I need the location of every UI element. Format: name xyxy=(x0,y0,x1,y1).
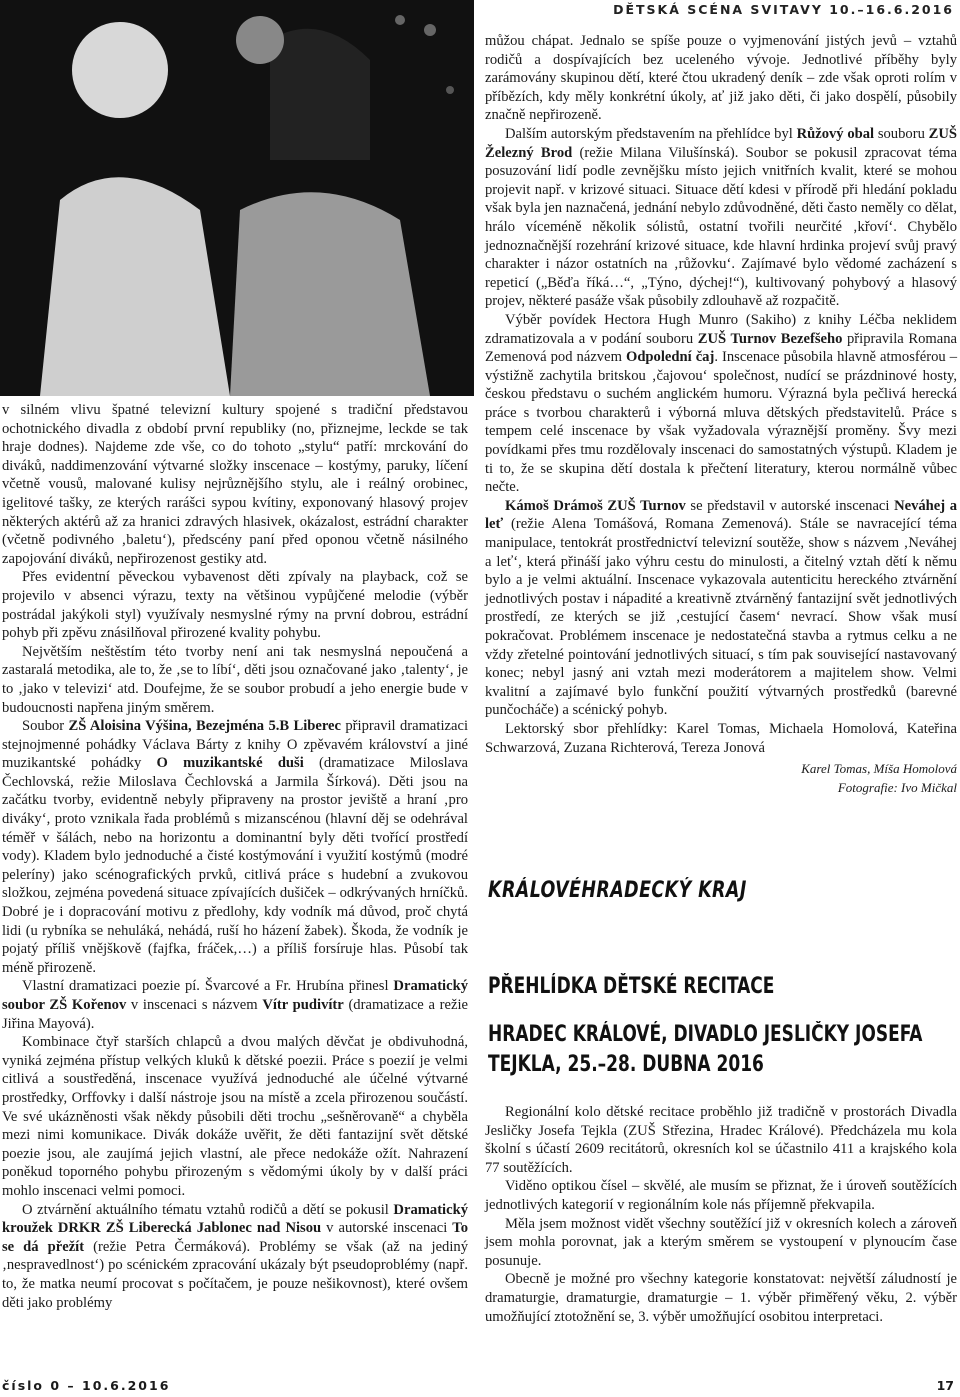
running-header: DĚTSKÁ SCÉNA SVITAVY 10.–16.6.2016 xyxy=(613,2,954,17)
issue-footer: číslo 0 – 10.6.2016 xyxy=(2,1378,171,1393)
paragraph: můžou chápat. Jednalo se spíše pouze o vyjmenování jistých jevů – vztahů rodičů a dospívajících bez uceleného vývoje. Jednotlivé příběhy byly zarámovány skupinou dětí, které čtou ukradený deník – zde však oproti rolím v příbězích, kdy měly konkrétní úkoly, ať již jako děti, či jako dospělí, působily značně nepřirozeně. xyxy=(485,33,957,124)
photo-children-on-stage xyxy=(0,0,474,396)
photo-illustration xyxy=(0,0,474,396)
paragraph: Soubor ZŠ Aloisina Výšina, Bezejména 5.B Liberec připravil dramatizaci stejnojmenné pohádky Václava Bárty z knihy O zpěvavém království a jiné muzikantské pohádky O muzikantské duši (dramatizace Miloslava Čechlovská, režie Miloslava Čechlovská a Jarmila Šírková). Děti jsou na začátku tvorby, evidentně nebyly připraveny na prostor jeviště a hraní ‚pro diváky‘, proto vznikala řada problémů s mizanscénou (hlavní děj se odehrával téměř v šálách, nebo na horizontu a dominantní byly děti tvořící prostředí vody). Kladem bylo jednoduché a čisté kostýmování i využití kostýmů (modré peleríny) jako scénografických prvků, citlivá práce s hudební a zvukovou složkou, zejména povedená situace zpívajících dušiček – odkrývaných hrníčků. Dobré je i dopracování motivu z předlohy, kdy vodník má důvod, proč chytá lidi (u rybníka se nehuláká, nehádá, ruší ho házení žabek). Škoda, že vodník je pojatý příliš vnějškově (fajfka, fráček,…) a příliš forsíruje hlas. Působí tak méně přirozeně. xyxy=(2,718,469,976)
section-venue: HRADEC KRÁLOVÉ, DIVADLO JESLIČKY JOSEFA TEJKLA, 25.–28. DUBNA 2016 xyxy=(488,1022,923,1077)
paragraph: Výběr povídek Hectora Hugh Munro (Sakiho) z knihy Léčba neklidem zdramatizovala a v podání souboru ZUŠ Turnov Bezefšeho připravila Romana Zemenová pod názvem Odpolední čaj. Inscenace působila hlavně atmosférou – výstižně zachytila britskou ‚čajovou‘ společnost, nudící se prázdninové hosty, českou představu o suchém anglickém humoru. Výrazná byla pečlivá herecká práce s tvorbou charakterů i výborná mluva dětských představitelů. Práce s tempem celé inscenace by však vyžadovala výraznější proměny. Švy mezi povídkami přes tmu rozdělovaly inscenaci do samostatných výstupů. Kladem je ti to, že se skupina dětí dostala k přečtení literatury, kterou normálně vůbec nečte. xyxy=(485,311,957,496)
paragraph: Největším neštěstím této tvorby není ani tak nesmyslná nepoučená a zastaralá metodika, ale to, že ‚se to líbí‘, děti jsou označované jako ‚talenty‘, je to ‚jako v televizi‘ atd. Doufejme, že se soubor probudí a jeho energie bude v budoucnosti napřena jiným směrem. xyxy=(2,643,468,716)
paragraph: v silném vlivu špatné televizní kultury spojené s tradiční představou ochotnického divadla z období první republiky (no, přiznejme, leckde se tak hraje dodnes). Najdeme zde vše, co do tohoto „stylu“ patří: mrckování do diváků, naddimenzování výtvarné složky inscenace – kostýmy, paruky, líčení včetně vousů, malované kulisy nejrůznějšího stylu, ale i reálný orobinec, igelitové tašky, ze kterých rarášci sypou kvítiny, exponovaný hlasový projev některých aktérů až za hranici zdravých hlasivek, okázalost, estrádní charakter (včetně podivného ‚baletu‘), předscény paní před oponou včetně násilného zapojování diváků, nepřirozenost gestiky atd. xyxy=(2,402,468,567)
credit-authors: Karel Tomas, Míša Homolová xyxy=(801,761,957,777)
paragraph: Přes evidentní pěveckou vybavenost děti zpívaly na playback, což se projevilo v absenci výrazu, texty na většinou vypůjčené melodie (výběr postrádal jakýkoli styl) využívaly nesmyslné rýmy na první dobrou, estrádní pohyb při zpěvu znásilňoval přirozené kvality pohybu. xyxy=(2,569,468,642)
paragraph: Lektorský sbor přehlídky: Karel Tomas, Michaela Homolová, Kateřina Schwarzová, Zuzana Richterová, Tereza Jonová xyxy=(485,720,957,756)
credit-photo: Fotografie: Ivo Mičkal xyxy=(837,780,957,796)
paragraph: Kombinace čtyř starších chlapců a dvou malých děvčat je obdivuhodná, vyniká zejména přístup velkých kluků k dětské poezii. Práce s poezií je velmi citlivá a soustředěná, inscenace využívá jednoduché ale účelné výtvarné prostředky, Orffovky i další nástroje jsou na místě a zcela přirozenou součástí. Ve své ukázněnosti však někdy působili děti trochu „sešněrovaně“ a chyběla mezi nimi komunikace. Divák dokáže uvěřit, že děti fantazijní svět dětské poezie jsou, ale zaujímá jejich vlastní, ale přece nedokáže ožít. Nahrazení poněkud toporného pohybu přirozeným s vědomými úkoly by v další práci mohlo inscenaci velmi pomoci. xyxy=(2,1034,468,1199)
paragraph: Dalším autorským představením na přehlídce byl Růžový obal souboru ZUŠ Železný Brod (režie Milana Vilušínská). Soubor se pokusil zpracovat téma posuzování lidí podle zevnějšku místo jejich vnitřních kvalit, které se mohou projevit např. v krizové situaci. Situace dětí kdesi v přírodě při hledání pokladu však byla jen naznačená, jednání nebylo zdůvodněné, děti často neměly co dělat, hrálo víceméně několik sólistů, ostatní tvořili neurčité ‚křoví‘. Chybělo jednoznačnější rozehrání krizové situace, kde hlavní hrdinka projeví svůj pravý charakter i názor ostatních na ‚růžovku‘. Zajímavé bylo vědomé zacházení s repeticí („Běďa říká…“, „Týno, dýchej!“), kultivovaný pohybový a hlasový projev, některé pasáže však působily zdlouhavě až rozpačitě. xyxy=(485,125,957,310)
paragraph: Měla jsem možnost vidět všechny soutěžící již v okresních kolech a zároveň jsem mohla porovnat, jak a kterým směrem se vystoupení v plynoucím čase posunuje. xyxy=(485,1215,957,1269)
right-article-column xyxy=(485,32,957,797)
paragraph: Viděno optikou čísel – skvělé, ale musím se přiznat, že i úroveň soutěžících jednotlivých kategorií v regionálním kole nás příjemně překvapila. xyxy=(485,1178,957,1213)
section-title: PŘEHLÍDKA DĚTSKÉ RECITACE xyxy=(488,974,775,999)
page-number: 17 xyxy=(936,1378,954,1393)
paragraph: O ztvárnění aktuálního tématu vztahů rodičů a dětí se pokusil Dramatický kroužek DRKR ZŠ Liberecká Jablonec nad Nisou v autorské inscenaci To se dá přežít (režie Petra Čermáková). Problémy se však (až na jediný ‚nespravedlnost‘) po scénickém zpracování ukázaly být pseudoproblémy (např. to, že matka neumí procovat s počítačem, je pouze nešikovnost), které ovšem děti jako problémy xyxy=(2,1201,468,1311)
paragraph: Obecně je možné pro všechny kategorie konstatovat: největší záludností je dramaturgie, dramaturgie, dramaturgie – 1. výběr přiměřený věku, 2. výběr umožňující ztotožnění se, 3. výběr umožňující osobitou interpretaci. xyxy=(485,1271,957,1325)
author-credits xyxy=(485,759,957,797)
paragraph: Regionální kolo dětské recitace proběhlo již tradičně v prostorách Divadla Jesličky Josefa Tejkla (ZUŠ Střezina, Hradec Králové). Předcházela mu kola školní s účastí 2609 recitátorů, okresních kol se účastnilo 411 a krajského kola 77 soutěžících. xyxy=(485,1104,957,1176)
left-article-column xyxy=(2,401,468,1312)
region-heading: KRÁLOVÉHRADECKÝ KRAJ xyxy=(488,878,747,903)
paragraph: Vlastní dramatizaci poezie pí. Švarcové a Fr. Hrubína přinesl Dramatický soubor ZŠ Kořenov v inscenaci s názvem Vítr pudivítr (dramatizace a režie Jiřina Mayová). xyxy=(2,978,468,1032)
recitation-article-column xyxy=(485,1103,957,1326)
paragraph: Kámoš Drámoš ZUŠ Turnov se představil v autorské inscenaci Neváhej a leť (režie Alena Tomášová, Romana Zemenová). Stále se navracející téma manipulace, tentokrát prostřednictví televizní soutěže, show s názvem ‚Neváhej a leť‘, která přináší jako výhru cestu do minulosti, a čitelný vztah dětí k němu bylo a je velmi aktuální. Inscenace vykazovala autenticitu hereckého ztvárnění jednotlivých postav i nápadité a kreativně ztvárněný fantazijní svět jednotlivých prostředí, ze kterých se již ‚cestující časem‘ nevrací. Show však musí pokračovat. Problémem inscenace je nedostatečná stavba a rytmus celku a ne vždy zřetelné pointování jednotlivých situací, s tím pak související nastavovaný konec; nebyl jasný ani vztah mezi moderátorem a majitelem show. Velmi kvalitní a zajímavé bylo funkční použití výtvarných prostředků (barevné punčocháče) a scénický pohyb. xyxy=(485,497,958,719)
